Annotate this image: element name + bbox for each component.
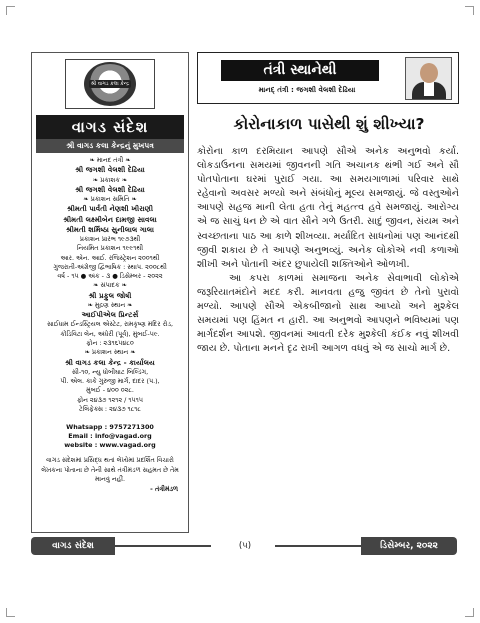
masthead-name: આઈપીએલ પ્રિન્ટર્સ xyxy=(81,310,139,320)
whatsapp-number: Whatsapp : 9757271300 xyxy=(66,423,154,432)
masthead-info xyxy=(32,153,188,414)
masthead-line: નિયમિત પ્રકાશન ૧૯૯૧થી xyxy=(76,244,144,253)
magazine-subtitle: શ્રી વાગડ કલા કેન્દ્રનું મુખપત્ર xyxy=(36,139,184,153)
masthead-line: ફોન : ૨૩૧૬૫૪૮૦ xyxy=(86,338,134,347)
masthead-name: શ્રી જગશી વેલશી દેઢિયા xyxy=(75,165,145,175)
crop-mark xyxy=(6,608,15,617)
masthead-line: ગુજરાતી-અંગ્રેજી દ્વિભાષિક : સ્થાપ. ૨૦૦૮થી xyxy=(53,262,167,271)
email-address: Email : info@vagad.org xyxy=(68,432,152,441)
masthead-line: ❧ મુદ્રણ સ્થાન ❧ xyxy=(87,300,133,309)
masthead-line: ❧ પ્રકાશક ❧ xyxy=(92,175,128,184)
article-headline: કોરોનાકાળ પાસેથી શું શીખ્યા? xyxy=(233,115,425,133)
footer-rule xyxy=(275,545,361,547)
masthead-line: વર્ષ - ૧૫ ● અંક - ૩ ● ડિસેમ્બર - ૨૦૨૨ xyxy=(57,272,163,281)
page-number: (૫) xyxy=(238,541,252,551)
masthead-name: શ્રી જગશી વેલશી દેઢિયા xyxy=(75,184,145,194)
masthead-sidebar xyxy=(31,52,189,533)
disclaimer-sign: - તંત્રીમંડળ xyxy=(150,484,178,493)
masthead-name: શ્રી વાગડ કલા કેન્દ્ર - કાર્યાલય xyxy=(65,357,155,367)
masthead-name: શ્રીમતી શર્મિષ્ઠા સુનીલાલ ગાલા xyxy=(65,224,154,234)
logo-text: શ્રી વાગડ કલા કેન્દ્ર xyxy=(90,81,130,87)
editorial-title: તંત્રી સ્થાનેથી xyxy=(221,60,379,81)
footer-rule xyxy=(115,545,211,547)
website-link[interactable]: website : www.vagad.org xyxy=(64,441,156,450)
masthead-line: આર. એન. આઈ. રજિસ્ટ્રેશન ૨૦૦૧થી xyxy=(60,253,160,262)
page-footer xyxy=(25,537,457,555)
crop-mark xyxy=(6,6,15,15)
editor-photo xyxy=(405,57,452,100)
masthead-line: કોંડિવિટા લેન, અંધેરી (પૂર્વ), મુંબઈ-૫૯. xyxy=(60,329,160,338)
crop-mark xyxy=(465,6,474,15)
masthead-line: ❧ સંપાદક ❧ xyxy=(93,281,127,290)
crop-mark xyxy=(465,608,474,617)
masthead-line: ફોન ૨૪૩૭ ૧૨૧૨ / ૧૫૧૫ xyxy=(76,395,144,404)
disclaimer-note: વાગડ સંદેશમાં પ્રસિદ્ધ થતાં લેખોમાં પ્રદર્શિત વિચારો લેખકના પોતાના છે તેની સાથે તંત્રીમંડળ સહમત છે તેમ માનવું નહીં. xyxy=(41,456,179,484)
masthead-line: પ્રકાશન પ્રારંભ ૧૯૭૩થી xyxy=(79,234,141,243)
masthead-line: પી. એલ. કાકે ગુરુજી માર્ગ, દાદર (પ.), xyxy=(60,377,160,386)
masthead-name: શ્રી પ્રફુલ જોષી xyxy=(88,290,132,300)
logo-frame xyxy=(65,59,155,109)
masthead-line: ❧ પ્રકાશન સમિતિ ❧ xyxy=(83,195,137,203)
article-body xyxy=(197,145,459,529)
article-paragraph: આ કપરા કાળમાં સમાજના અનેક સેવાભાવી લોકોએ જરૂરિયાતમંદોને મદદ કરી. માનવતા હજુ જીવંત છે તેનો પુરાવો મળ્યો. આપણે સૌએ એકબીજાનો સાથ આપ્યો અને મુશ્કેલ સમયમાં પણ હિંમત ન હારી. આ અનુભવો આપણને ભવિષ્યમાં પણ માર્ગદર્શન આપશે. જીવનમાં આવતી દરેક મુશ્કેલી કંઈક નવું શીખવી જાય છે. પોતાના મનને દૃઢ રાખી આગળ વધવું એ જ સાચો માર્ગ છે. xyxy=(197,272,459,355)
editorial-header xyxy=(197,52,459,104)
masthead-name: શ્રીમતી લક્ષ્મીબેન દામજી સાવલા xyxy=(63,214,157,224)
masthead-line: મુંબઈ - ૪૦૦ ૦૨૮. xyxy=(86,386,134,395)
masthead-line: સી-૧૦, ન્યુ ધોબીઘાટ બિલ્ડિંગ, xyxy=(71,367,149,376)
footer-magazine-name: વાગડ સંદેશ xyxy=(31,537,115,555)
contact-block xyxy=(32,414,188,494)
magazine-title: વાગડ સંદેશ xyxy=(36,115,184,139)
masthead-line: ટેલિફેક્સ : ૨૪૩૭ ૧૮૧૮ xyxy=(79,404,141,413)
masthead-line: ❧ માનદ તંત્રી ❧ xyxy=(89,156,131,164)
footer-date: ડિસેમ્બર, ૨૦૨૨ xyxy=(361,537,457,555)
masthead-line: ❧ પ્રકાશન સ્થાન ❧ xyxy=(84,348,136,357)
masthead-name: શ્રીમતી પાર્વતી નેણશી ખીરાણી xyxy=(66,204,154,214)
editor-line: માનદ્ તંત્રી : જગશી વેલશી દેઢિયા xyxy=(258,85,356,94)
masthead-line: સાઈધામ ઈન્ડસ્ટ્રિયલ એસ્ટેટ, રામકૃષ્ણ મંદિર રોડ, xyxy=(46,320,174,329)
article-paragraph: કોરોના કાળ દરમિયાન આપણે સૌએ અનેક અનુભવો કર્યા. લોકડાઉનના સમયમાં જીવનની ગતિ અચાનક થંભી ગઈ અને સૌ પોતપોતાના ઘરમાં પુરાઈ ગયા. આ સમયગાળામાં પરિવાર સાથે રહેવાનો અવસર મળ્યો અને સંબંધોનું મૂલ્ય સમજાયું. જે વસ્તુઓને આપણે સહજ માની લેતા હતા તેનું મહત્ત્વ હવે સમજાયું. આરોગ્ય એ જ સાચું ધન છે એ વાત સૌને ગળે ઉતરી. સાદું જીવન, સંયમ અને સ્વચ્છતાના પાઠ આ કાળે શીખવ્યા. મર્યાદિત સાધનોમાં પણ આનંદથી જીવી શકાય છે તે આપણે અનુભવ્યું. અનેક લોકોએ નવી કળાઓ શીખી અને પોતાની અંદર છુપાયેલી શક્તિઓને ઓળખી. xyxy=(197,146,459,270)
logo-seal xyxy=(84,62,136,106)
